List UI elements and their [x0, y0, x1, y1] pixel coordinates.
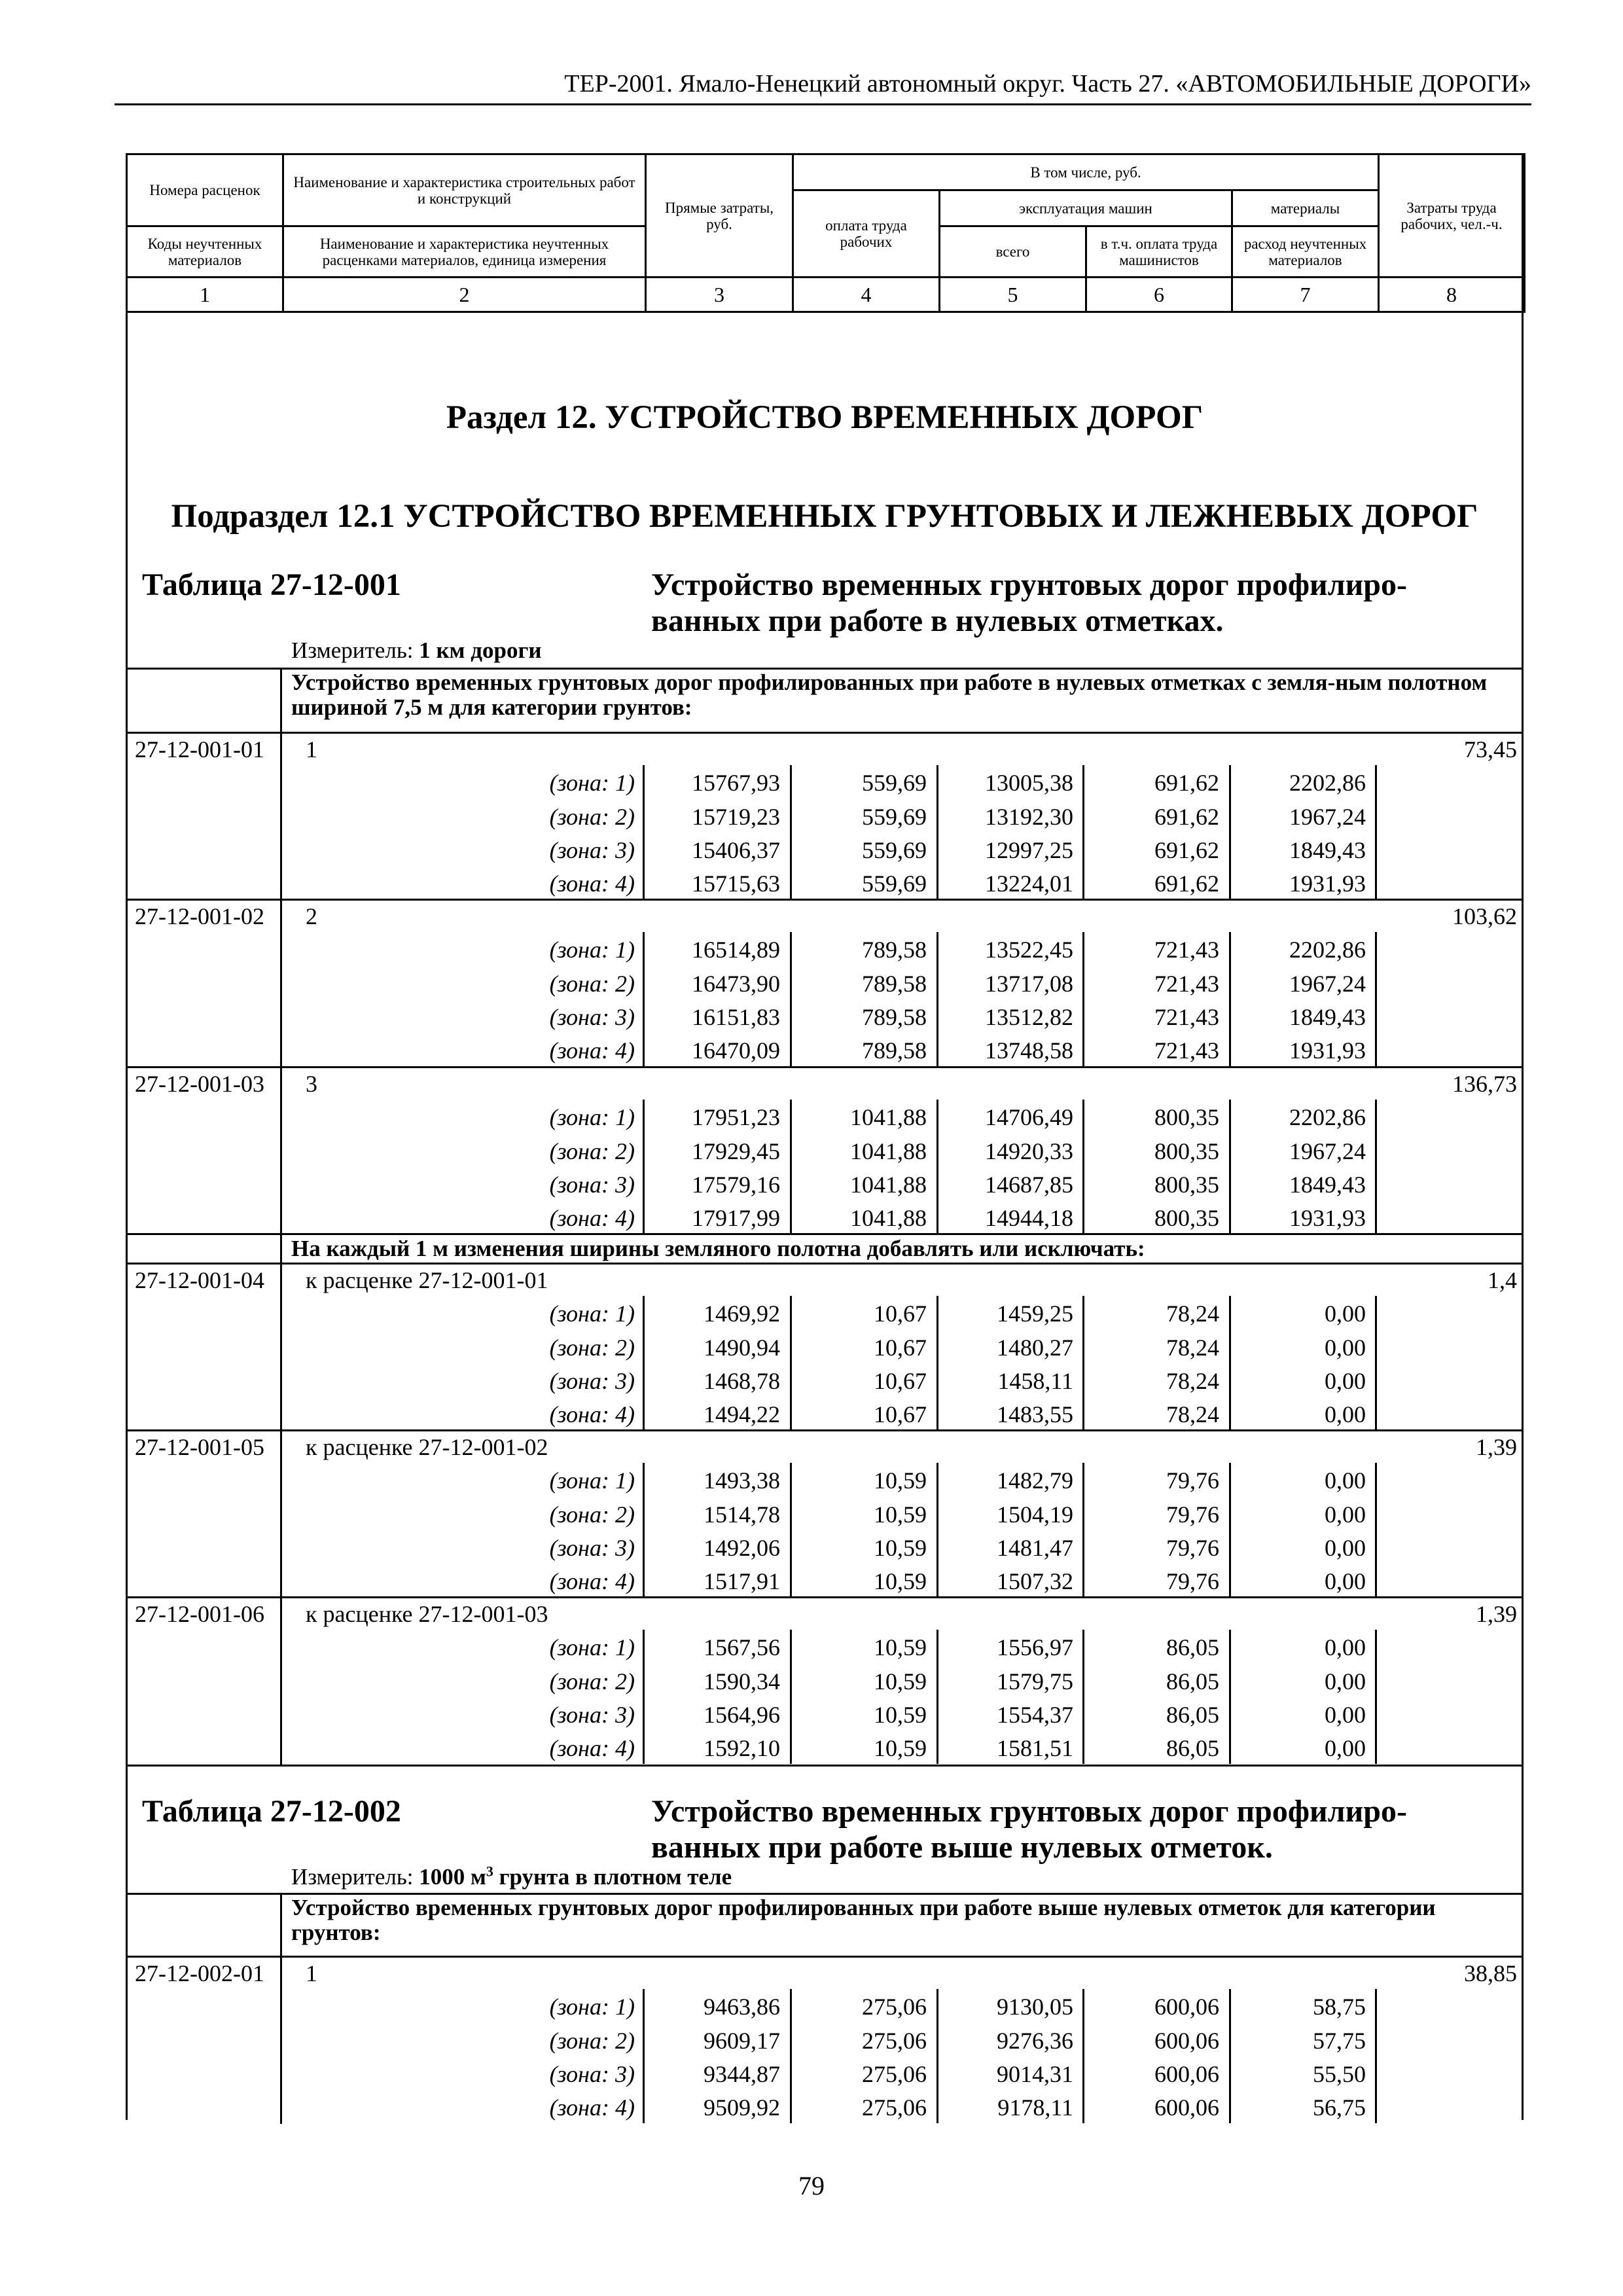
machines-total: 1507,32 — [997, 1568, 1073, 1595]
labor-costs: 103,62 — [1452, 903, 1517, 929]
direct-costs: 1590,34 — [704, 1668, 780, 1695]
rule — [1375, 932, 1377, 1066]
machines-total: 1554,37 — [997, 1701, 1073, 1728]
machines-total: 12997,25 — [985, 836, 1073, 863]
zone-label: (зона: 2) — [549, 1668, 635, 1695]
machinist-pay: 800,35 — [1154, 1104, 1219, 1131]
material-consumption: 1967,24 — [1289, 803, 1366, 830]
material-consumption: 0,00 — [1325, 1634, 1366, 1661]
zone-label: (зона: 2) — [549, 2027, 635, 2054]
rate-code: 27-12-001-02 — [135, 903, 264, 929]
rule — [1229, 1463, 1231, 1597]
rule — [126, 1233, 1524, 1235]
rate-name: к расценке 27-12-001-02 — [306, 1434, 548, 1460]
page-number: 79 — [798, 2171, 825, 2200]
worker-pay: 275,06 — [862, 2027, 927, 2054]
worker-pay: 1041,88 — [850, 1205, 927, 1232]
machines-total: 1480,27 — [997, 1334, 1073, 1361]
zone-label: (зона: 3) — [549, 1171, 635, 1198]
worker-pay: 789,58 — [862, 1003, 927, 1030]
rule — [1375, 765, 1377, 899]
rule — [936, 1296, 938, 1430]
table-label: Таблица 27-12-001 — [142, 567, 401, 602]
column-number: 1 — [127, 278, 283, 312]
rule — [1375, 1463, 1377, 1597]
header-labor-costs: Затраты труда рабочих, чел.-ч. — [1379, 154, 1525, 278]
header-material-consumption: расход неучтенных материалов — [1232, 226, 1379, 278]
rate-code: 27-12-001-05 — [135, 1434, 264, 1460]
zone-label: (зона: 1) — [549, 1104, 635, 1131]
rule — [643, 1463, 645, 1597]
worker-pay: 10,59 — [874, 1701, 927, 1728]
worker-pay: 10,59 — [874, 1634, 927, 1661]
rule — [280, 668, 282, 732]
header-direct-costs: Прямые затраты, руб. — [646, 154, 793, 278]
direct-costs: 17579,16 — [692, 1171, 780, 1198]
machinist-pay: 78,24 — [1166, 1367, 1219, 1394]
column-header-table — [126, 153, 1525, 313]
machines-total: 1458,11 — [997, 1367, 1073, 1394]
machinist-pay: 721,43 — [1154, 1037, 1219, 1064]
rate-code: 27-12-001-03 — [135, 1071, 264, 1097]
machines-total: 14920,33 — [985, 1138, 1073, 1164]
zone-label: (зона: 3) — [549, 1003, 635, 1030]
rate-name: 3 — [306, 1071, 317, 1097]
worker-pay: 10,59 — [874, 1467, 927, 1494]
group-note: Устройство временных грунтовых дорог профилированных при работе выше нулевых отметок для категории грунтов: — [291, 1895, 1436, 1945]
rule — [280, 1956, 282, 2124]
worker-pay: 10,59 — [874, 1534, 927, 1561]
machines-total: 13224,01 — [985, 870, 1073, 897]
material-consumption: 1931,93 — [1289, 1037, 1366, 1064]
worker-pay: 10,59 — [874, 1568, 927, 1595]
machines-total: 14944,18 — [985, 1205, 1073, 1232]
material-consumption: 2202,86 — [1289, 937, 1366, 963]
material-consumption: 1849,43 — [1289, 1003, 1366, 1030]
rule — [936, 765, 938, 899]
material-consumption: 0,00 — [1325, 1668, 1366, 1695]
direct-costs: 15719,23 — [692, 803, 780, 830]
direct-costs: 9344,87 — [704, 2060, 780, 2087]
running-head: ТЕР-2001. Ямало-Ненецкий автономный округ. Часть 27. «АВТОМОБИЛЬНЫЕ ДОРОГИ» — [564, 70, 1531, 98]
direct-costs: 15715,63 — [692, 870, 780, 897]
machines-total: 1481,47 — [997, 1534, 1073, 1561]
direct-costs: 16470,09 — [692, 1037, 780, 1064]
machinist-pay: 600,06 — [1154, 2094, 1219, 2121]
machines-total: 1483,55 — [997, 1401, 1073, 1428]
rule — [126, 732, 1524, 734]
header-material-name: Наименование и характеристика неучтенных расценками материалов, единица измерения — [283, 226, 646, 278]
rate-code: 27-12-002-01 — [135, 1960, 264, 1986]
material-consumption: 1931,93 — [1289, 1205, 1366, 1232]
worker-pay: 10,59 — [874, 1735, 927, 1762]
worker-pay: 275,06 — [862, 1994, 927, 2020]
direct-costs: 1514,78 — [704, 1501, 780, 1528]
material-consumption: 1967,24 — [1289, 970, 1366, 997]
zone-label: (зона: 4) — [549, 870, 635, 897]
labor-costs: 38,85 — [1464, 1960, 1517, 1986]
section-title: Раздел 12. УСТРОЙСТВО ВРЕМЕННЫХ ДОРОГ — [446, 399, 1204, 436]
machinist-pay: 86,05 — [1166, 1634, 1219, 1661]
labor-costs: 1,39 — [1476, 1434, 1517, 1460]
labor-costs: 1,39 — [1476, 1601, 1517, 1627]
machines-total: 9276,36 — [997, 2027, 1073, 2054]
material-consumption: 0,00 — [1325, 1334, 1366, 1361]
zone-label: (зона: 3) — [549, 2060, 635, 2087]
machinist-pay: 721,43 — [1154, 1003, 1219, 1030]
labor-costs: 1,4 — [1488, 1267, 1517, 1293]
machinist-pay: 721,43 — [1154, 970, 1219, 997]
zone-label: (зона: 2) — [549, 803, 635, 830]
machines-total: 9130,05 — [997, 1994, 1073, 2020]
rule — [280, 1066, 282, 1234]
worker-pay: 275,06 — [862, 2094, 927, 2121]
machines-total: 1556,97 — [997, 1634, 1073, 1661]
measure-label: Измеритель: — [291, 637, 414, 663]
direct-costs: 15767,93 — [692, 770, 780, 797]
direct-costs: 1517,91 — [704, 1568, 780, 1595]
material-consumption: 0,00 — [1325, 1735, 1366, 1762]
zone-label: (зона: 4) — [549, 1735, 635, 1762]
rule — [790, 1100, 792, 1234]
table-caption: Устройство временных грунтовых дорог профилиро-ванных при работе в нулевых отметках. — [651, 567, 1407, 638]
machinist-pay: 79,76 — [1166, 1568, 1219, 1595]
rule — [126, 1765, 1524, 1767]
worker-pay: 559,69 — [862, 836, 927, 863]
rule — [790, 1630, 792, 1764]
rule — [126, 1956, 1524, 1958]
rule — [280, 1893, 282, 1956]
material-consumption: 0,00 — [1325, 1534, 1366, 1561]
material-consumption: 0,00 — [1325, 1467, 1366, 1494]
machines-total: 13192,30 — [985, 803, 1073, 830]
rule — [280, 1233, 282, 1263]
rule — [790, 932, 792, 1066]
rule — [1375, 1989, 1377, 2123]
worker-pay: 559,69 — [862, 803, 927, 830]
rule — [643, 1989, 645, 2123]
worker-pay: 559,69 — [862, 870, 927, 897]
machinist-pay: 800,35 — [1154, 1171, 1219, 1198]
worker-pay: 1041,88 — [850, 1104, 927, 1131]
rule — [280, 732, 282, 900]
worker-pay: 1041,88 — [850, 1171, 927, 1198]
worker-pay: 1041,88 — [850, 1138, 927, 1164]
machinist-pay: 86,05 — [1166, 1701, 1219, 1728]
rule — [1375, 1296, 1377, 1430]
material-consumption: 0,00 — [1325, 1401, 1366, 1428]
rule — [1229, 1989, 1231, 2123]
machinist-pay: 800,35 — [1154, 1138, 1219, 1164]
rule — [1082, 1100, 1084, 1234]
direct-costs: 9609,17 — [704, 2027, 780, 2054]
column-number: 3 — [646, 278, 793, 312]
rule — [126, 1066, 1524, 1068]
zone-label: (зона: 3) — [549, 1367, 635, 1394]
direct-costs: 1567,56 — [704, 1634, 780, 1661]
zone-label: (зона: 4) — [549, 1401, 635, 1428]
worker-pay: 10,67 — [874, 1367, 927, 1394]
measure-unit — [291, 1863, 732, 1892]
machinist-pay: 600,06 — [1154, 1994, 1219, 2020]
rule — [790, 1296, 792, 1430]
direct-costs: 16473,90 — [692, 970, 780, 997]
rate-name: 1 — [306, 1960, 317, 1986]
rule — [643, 765, 645, 899]
direct-costs: 17951,23 — [692, 1104, 780, 1131]
zone-label: (зона: 4) — [549, 1205, 635, 1232]
worker-pay: 789,58 — [862, 970, 927, 997]
rate-code: 27-12-001-01 — [135, 736, 264, 762]
column-number: 4 — [793, 278, 940, 312]
rule — [126, 899, 1524, 901]
machines-total: 9014,31 — [997, 2060, 1073, 2087]
direct-costs: 1494,22 — [704, 1401, 780, 1428]
rule — [790, 1463, 792, 1597]
machinist-pay: 79,76 — [1166, 1534, 1219, 1561]
zone-label: (зона: 4) — [549, 1037, 635, 1064]
zone-label: (зона: 2) — [549, 970, 635, 997]
rule — [1082, 1630, 1084, 1764]
zone-label: (зона: 1) — [549, 1300, 635, 1327]
machinist-pay: 600,06 — [1154, 2060, 1219, 2087]
machines-total: 1504,19 — [997, 1501, 1073, 1528]
zone-label: (зона: 3) — [549, 1534, 635, 1561]
rate-code: 27-12-001-06 — [135, 1601, 264, 1627]
rate-name: к расценке 27-12-001-03 — [306, 1601, 548, 1627]
zone-label: (зона: 1) — [549, 937, 635, 963]
zone-label: (зона: 1) — [549, 1634, 635, 1661]
group-note: На каждый 1 м изменения ширины земляного полотна добавлять или исключать: — [291, 1236, 1145, 1261]
table-label: Таблица 27-12-002 — [142, 1794, 401, 1829]
worker-pay: 559,69 — [862, 770, 927, 797]
header-rate-numbers: Номера расценок — [127, 154, 283, 226]
rate-name: 1 — [306, 736, 317, 762]
rule — [643, 1296, 645, 1430]
material-consumption: 2202,86 — [1289, 770, 1366, 797]
machinist-pay: 78,24 — [1166, 1401, 1219, 1428]
direct-costs: 15406,37 — [692, 836, 780, 863]
direct-costs: 1469,92 — [704, 1300, 780, 1327]
labor-costs: 73,45 — [1464, 736, 1517, 762]
worker-pay: 789,58 — [862, 1037, 927, 1064]
rule — [1082, 932, 1084, 1066]
material-consumption: 1849,43 — [1289, 1171, 1366, 1198]
rule — [1229, 932, 1231, 1066]
header-material-codes: Коды неучтенных материалов — [127, 226, 283, 278]
header-machine-operation: эксплуатация машин — [940, 190, 1232, 226]
material-consumption: 1931,93 — [1289, 870, 1366, 897]
rule — [643, 1100, 645, 1234]
machinist-pay: 86,05 — [1166, 1735, 1219, 1762]
machines-total: 1581,51 — [997, 1735, 1073, 1762]
zone-label: (зона: 2) — [549, 1501, 635, 1528]
worker-pay: 10,67 — [874, 1401, 927, 1428]
column-number: 6 — [1086, 278, 1232, 312]
material-consumption: 2202,86 — [1289, 1104, 1366, 1131]
machines-total: 13005,38 — [985, 770, 1073, 797]
material-consumption: 0,00 — [1325, 1501, 1366, 1528]
header-worker-pay: оплата труда рабочих — [793, 190, 940, 278]
direct-costs: 17917,99 — [692, 1205, 780, 1232]
rule — [1229, 765, 1231, 899]
machinist-pay: 600,06 — [1154, 2027, 1219, 2054]
rate-code: 27-12-001-04 — [135, 1267, 264, 1293]
rule — [1229, 1296, 1231, 1430]
measure-value: 1 км дороги — [419, 637, 542, 663]
zone-label: (зона: 4) — [549, 2094, 635, 2121]
rule — [643, 1630, 645, 1764]
worker-pay: 10,67 — [874, 1300, 927, 1327]
rule — [936, 1463, 938, 1597]
material-consumption: 0,00 — [1325, 1701, 1366, 1728]
rule — [280, 1596, 282, 1765]
rule — [1229, 1100, 1231, 1234]
machinist-pay: 800,35 — [1154, 1205, 1219, 1232]
rule — [790, 765, 792, 899]
worker-pay: 789,58 — [862, 937, 927, 963]
direct-costs: 1492,06 — [704, 1534, 780, 1561]
worker-pay: 10,59 — [874, 1668, 927, 1695]
machinist-pay: 691,62 — [1154, 803, 1219, 830]
machines-total: 1579,75 — [997, 1668, 1073, 1695]
machinist-pay: 691,62 — [1154, 870, 1219, 897]
rate-name: 2 — [306, 903, 317, 929]
machines-total: 9178,11 — [997, 2094, 1073, 2121]
header-materials: материалы — [1232, 190, 1379, 226]
rate-name: к расценке 27-12-001-01 — [306, 1267, 548, 1293]
machinist-pay: 79,76 — [1166, 1501, 1219, 1528]
machines-total: 13748,58 — [985, 1037, 1073, 1064]
rule — [936, 932, 938, 1066]
machinist-pay: 691,62 — [1154, 836, 1219, 863]
material-consumption: 56,75 — [1313, 2094, 1366, 2121]
material-consumption: 55,50 — [1313, 2060, 1366, 2087]
direct-costs: 9463,86 — [704, 1994, 780, 2020]
machinist-pay: 691,62 — [1154, 770, 1219, 797]
direct-costs: 1564,96 — [704, 1701, 780, 1728]
zone-label: (зона: 4) — [549, 1568, 635, 1595]
material-consumption: 58,75 — [1313, 1994, 1366, 2020]
rule — [280, 1263, 282, 1431]
column-number: 7 — [1232, 278, 1379, 312]
rule — [1082, 765, 1084, 899]
direct-costs: 1490,94 — [704, 1334, 780, 1361]
labor-costs: 136,73 — [1452, 1071, 1517, 1097]
direct-costs: 1592,10 — [704, 1735, 780, 1762]
header-machines-total: всего — [940, 226, 1086, 278]
machines-total: 13512,82 — [985, 1003, 1073, 1030]
direct-costs: 16151,83 — [692, 1003, 780, 1030]
machinist-pay: 78,24 — [1166, 1300, 1219, 1327]
material-consumption: 1849,43 — [1289, 836, 1366, 863]
machinist-pay: 79,76 — [1166, 1467, 1219, 1494]
machines-total: 14706,49 — [985, 1104, 1073, 1131]
material-consumption: 57,75 — [1313, 2027, 1366, 2054]
measure-value: 1000 $м^3$ грунта в плотном теле — [419, 1863, 732, 1890]
measure-unit — [291, 636, 542, 665]
direct-costs: 9509,92 — [704, 2094, 780, 2121]
header-machinist-pay: в т.ч. оплата труда машинистов — [1086, 226, 1232, 278]
rule — [1375, 1630, 1377, 1764]
rule — [1375, 1100, 1377, 1234]
zone-label: (зона: 3) — [549, 836, 635, 863]
column-number: 2 — [283, 278, 646, 312]
worker-pay: 10,59 — [874, 1501, 927, 1528]
measure-label: Измеритель: — [291, 1864, 414, 1890]
worker-pay: 10,67 — [874, 1334, 927, 1361]
machinist-pay: 86,05 — [1166, 1668, 1219, 1695]
material-consumption: 0,00 — [1325, 1367, 1366, 1394]
subsection-title: Подраздел 12.1 УСТРОЙСТВО ВРЕМЕННЫХ ГРУНТОВЫХ И ЛЕЖНЕВЫХ ДОРОГ — [171, 498, 1478, 535]
material-consumption: 0,00 — [1325, 1568, 1366, 1595]
rule — [936, 1100, 938, 1234]
column-number: 8 — [1379, 278, 1525, 312]
zone-label: (зона: 1) — [549, 1467, 635, 1494]
machines-total: 1459,25 — [997, 1300, 1073, 1327]
zone-label: (зона: 2) — [549, 1138, 635, 1164]
rule — [1229, 1630, 1231, 1764]
material-consumption: 1967,24 — [1289, 1138, 1366, 1164]
zone-label: (зона: 2) — [549, 1334, 635, 1361]
rule — [280, 1429, 282, 1598]
direct-costs: 1468,78 — [704, 1367, 780, 1394]
direct-costs: 17929,45 — [692, 1138, 780, 1164]
rule — [643, 932, 645, 1066]
worker-pay: 275,06 — [862, 2060, 927, 2087]
zone-label: (зона: 1) — [549, 1994, 635, 2020]
header-work-name: Наименование и характеристика строительных работ и конструкций — [283, 154, 646, 226]
machines-total: 13717,08 — [985, 970, 1073, 997]
machines-total: 14687,85 — [985, 1171, 1073, 1198]
direct-costs: 16514,89 — [692, 937, 780, 963]
zone-label: (зона: 1) — [549, 770, 635, 797]
header-including: В том числе, руб. — [793, 154, 1379, 190]
machines-total: 13522,45 — [985, 937, 1073, 963]
table-caption: Устройство временных грунтовых дорог профилиро-ванных при работе выше нулевых отметок. — [651, 1794, 1407, 1865]
rule — [790, 1989, 792, 2123]
direct-costs: 1493,38 — [704, 1467, 780, 1494]
rule — [280, 899, 282, 1067]
rule — [936, 1989, 938, 2123]
material-consumption: 0,00 — [1325, 1300, 1366, 1327]
zone-label: (зона: 3) — [549, 1701, 635, 1728]
column-number: 5 — [940, 278, 1086, 312]
rule — [1082, 1463, 1084, 1597]
rule — [1082, 1989, 1084, 2123]
machinist-pay: 721,43 — [1154, 937, 1219, 963]
header-rule — [115, 103, 1531, 105]
group-note: Устройство временных грунтовых дорог профилированных при работе в нулевых отметках с земля-ным полотном шириной 7,5 м для категории грунтов: — [291, 670, 1488, 720]
rule — [936, 1630, 938, 1764]
rule — [1082, 1296, 1084, 1430]
machines-total: 1482,79 — [997, 1467, 1073, 1494]
machinist-pay: 78,24 — [1166, 1334, 1219, 1361]
